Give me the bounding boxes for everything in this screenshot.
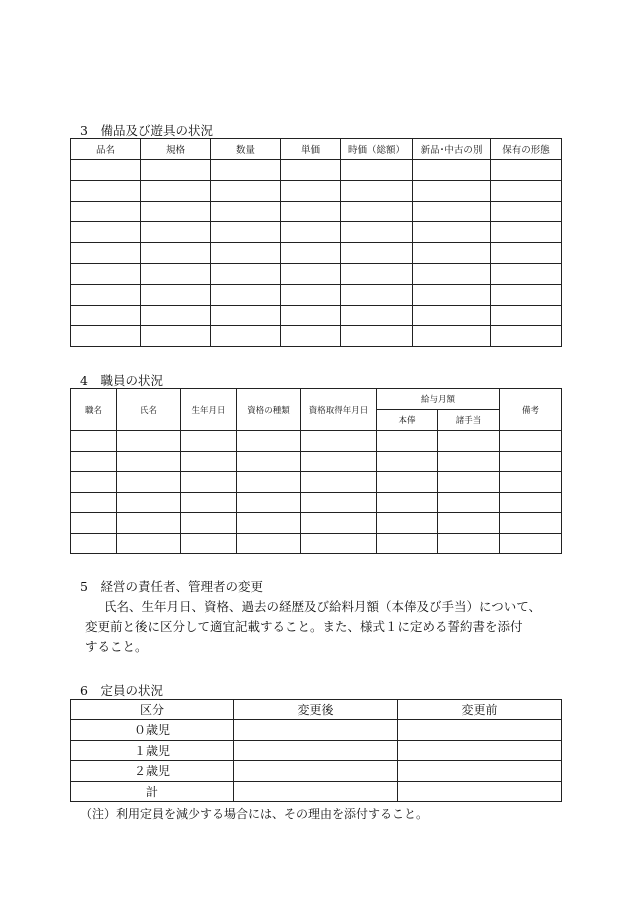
header-biko: 備考 — [500, 389, 562, 431]
table-row — [71, 472, 562, 493]
table-cell[interactable] — [71, 451, 117, 472]
table-cell[interactable] — [71, 513, 117, 534]
equipment-table — [70, 138, 562, 347]
table-cell[interactable] — [237, 492, 301, 513]
table-cell[interactable] — [413, 326, 491, 347]
table-cell[interactable] — [413, 180, 491, 201]
table-cell[interactable] — [71, 263, 141, 284]
table-cell[interactable] — [141, 326, 211, 347]
row-label-2sai: ２歳児 — [71, 761, 234, 782]
table-cell[interactable] — [141, 305, 211, 326]
table-cell[interactable] — [117, 472, 181, 493]
header-henkomae: 変更前 — [398, 700, 562, 720]
table-cell[interactable] — [211, 222, 281, 243]
table-cell[interactable] — [281, 305, 341, 326]
table-cell[interactable] — [211, 243, 281, 264]
table-cell[interactable] — [438, 451, 500, 472]
table-cell[interactable] — [438, 513, 500, 534]
table-row — [71, 740, 562, 761]
table-row — [71, 243, 562, 264]
header-hoyu-keitai: 保有の形態 — [491, 139, 562, 160]
table-cell[interactable] — [71, 180, 141, 201]
table-cell[interactable] — [281, 243, 341, 264]
table-cell[interactable] — [181, 451, 237, 472]
table-cell[interactable] — [491, 263, 562, 284]
table-cell[interactable] — [211, 263, 281, 284]
table-row — [71, 284, 562, 305]
table-cell[interactable] — [281, 326, 341, 347]
table-cell[interactable] — [377, 431, 438, 452]
table-cell[interactable] — [237, 431, 301, 452]
table-row — [71, 513, 562, 534]
table-cell[interactable] — [377, 451, 438, 472]
table-cell[interactable] — [491, 201, 562, 222]
table-row — [71, 781, 562, 802]
table-cell[interactable] — [413, 160, 491, 181]
table-cell[interactable] — [500, 492, 562, 513]
table-cell[interactable] — [117, 513, 181, 534]
header-honpo: 本俸 — [377, 410, 438, 431]
table-cell[interactable] — [237, 451, 301, 472]
row-label-0sai: ０歳児 — [71, 720, 234, 741]
table-cell[interactable] — [117, 431, 181, 452]
header-henkogo: 変更後 — [234, 700, 398, 720]
cell-henkomae[interactable] — [398, 761, 562, 782]
table-cell[interactable] — [71, 284, 141, 305]
table-cell[interactable] — [141, 180, 211, 201]
section-5-line-1: 氏名、生年月日、資格、過去の経歴及び給料月額（本俸及び手当）について、 — [104, 599, 542, 614]
table-cell[interactable] — [500, 451, 562, 472]
table-cell[interactable] — [71, 222, 141, 243]
cell-henkogo[interactable] — [234, 781, 398, 802]
table-cell[interactable] — [301, 533, 377, 554]
table-cell[interactable] — [377, 513, 438, 534]
header-shokumei: 職名 — [71, 389, 117, 431]
row-label-total: 計 — [71, 781, 234, 802]
table-header-row — [71, 700, 562, 720]
table-cell[interactable] — [491, 284, 562, 305]
table-cell[interactable] — [301, 492, 377, 513]
table-cell[interactable] — [237, 533, 301, 554]
table-cell[interactable] — [491, 222, 562, 243]
table-cell[interactable] — [211, 284, 281, 305]
table-cell[interactable] — [181, 472, 237, 493]
table-cell[interactable] — [377, 492, 438, 513]
table-cell[interactable] — [413, 263, 491, 284]
header-shikaku-shutoku: 資格取得年月日 — [301, 389, 377, 431]
header-seinengappi: 生年月日 — [181, 389, 237, 431]
table-cell[interactable] — [341, 201, 413, 222]
table-header-row — [71, 139, 562, 160]
header-kyuyo-getsugaku: 給与月額 — [377, 389, 500, 410]
table-row — [71, 222, 562, 243]
section-3-title: 3 備品及び遊具の状況 — [80, 123, 213, 138]
table-cell[interactable] — [341, 180, 413, 201]
staff-table-body — [71, 431, 562, 554]
table-cell[interactable] — [341, 305, 413, 326]
cell-henkomae[interactable] — [398, 781, 562, 802]
table-cell[interactable] — [71, 305, 141, 326]
table-cell[interactable] — [71, 326, 141, 347]
table-cell[interactable] — [281, 180, 341, 201]
table-cell[interactable] — [413, 243, 491, 264]
header-kikaku: 規格 — [141, 139, 211, 160]
table-cell[interactable] — [491, 180, 562, 201]
header-suryo: 数量 — [211, 139, 281, 160]
table-cell[interactable] — [281, 284, 341, 305]
cell-henkomae[interactable] — [398, 740, 562, 761]
table-cell[interactable] — [301, 472, 377, 493]
section-5-title: 5 経営の責任者、管理者の変更 — [80, 579, 263, 594]
table-cell[interactable] — [181, 492, 237, 513]
table-cell[interactable] — [377, 472, 438, 493]
cell-henkogo[interactable] — [234, 740, 398, 761]
table-cell[interactable] — [491, 305, 562, 326]
table-cell[interactable] — [71, 160, 141, 181]
table-row — [71, 761, 562, 782]
table-cell[interactable] — [377, 533, 438, 554]
table-header-row — [71, 389, 562, 410]
table-cell[interactable] — [438, 431, 500, 452]
table-row — [71, 492, 562, 513]
section-4-title: 4 職員の状況 — [80, 373, 163, 388]
header-kubun: 区分 — [71, 700, 234, 720]
table-cell[interactable] — [117, 492, 181, 513]
table-cell[interactable] — [491, 243, 562, 264]
table-row — [71, 180, 562, 201]
table-row — [71, 451, 562, 472]
cell-henkogo[interactable] — [234, 720, 398, 741]
table-cell[interactable] — [237, 472, 301, 493]
table-cell[interactable] — [341, 243, 413, 264]
table-cell[interactable] — [413, 305, 491, 326]
table-cell[interactable] — [341, 222, 413, 243]
table-cell[interactable] — [500, 533, 562, 554]
table-cell[interactable] — [301, 513, 377, 534]
table-cell[interactable] — [211, 201, 281, 222]
table-cell[interactable] — [341, 284, 413, 305]
table-cell[interactable] — [211, 160, 281, 181]
table-cell[interactable] — [281, 201, 341, 222]
table-cell[interactable] — [281, 222, 341, 243]
table-cell[interactable] — [71, 533, 117, 554]
staff-table — [70, 388, 562, 554]
table-cell[interactable] — [341, 326, 413, 347]
header-shoteate: 諸手当 — [438, 410, 500, 431]
row-label-1sai: １歳児 — [71, 740, 234, 761]
section-6-title: 6 定員の状況 — [80, 683, 163, 698]
table-cell[interactable] — [71, 492, 117, 513]
table-row — [71, 305, 562, 326]
header-shikaku-shurui: 資格の種類 — [237, 389, 301, 431]
header-shimei: 氏名 — [117, 389, 181, 431]
table-cell[interactable] — [281, 160, 341, 181]
table-cell[interactable] — [181, 431, 237, 452]
table-cell[interactable] — [71, 243, 141, 264]
capacity-table — [70, 699, 562, 802]
table-cell[interactable] — [141, 160, 211, 181]
table-row — [71, 263, 562, 284]
section-5-line-2: 変更前と後に区分して適宜記載すること。また、様式１に定める誓約書を添付 — [85, 619, 523, 634]
header-shinpin-chuko: 新品･中古の別 — [413, 139, 491, 160]
table-cell[interactable] — [71, 431, 117, 452]
table-cell[interactable] — [141, 243, 211, 264]
table-cell[interactable] — [141, 201, 211, 222]
table-cell[interactable] — [491, 326, 562, 347]
table-cell[interactable] — [500, 513, 562, 534]
table-cell[interactable] — [301, 431, 377, 452]
table-cell[interactable] — [491, 160, 562, 181]
table-cell[interactable] — [141, 222, 211, 243]
table-cell[interactable] — [438, 533, 500, 554]
table-cell[interactable] — [211, 305, 281, 326]
table-cell[interactable] — [237, 513, 301, 534]
table-row — [71, 201, 562, 222]
table-cell[interactable] — [71, 472, 117, 493]
equipment-table-body — [71, 160, 562, 347]
table-cell[interactable] — [141, 263, 211, 284]
table-row — [71, 720, 562, 741]
header-tanka: 単価 — [281, 139, 341, 160]
section-5-line-3: すること。 — [85, 639, 148, 654]
header-jika: 時価（総額） — [341, 139, 413, 160]
table-cell[interactable] — [500, 472, 562, 493]
table-cell[interactable] — [438, 492, 500, 513]
table-cell[interactable] — [117, 533, 181, 554]
table-cell[interactable] — [500, 431, 562, 452]
table-cell[interactable] — [341, 263, 413, 284]
table-cell[interactable] — [413, 284, 491, 305]
cell-henkomae[interactable] — [398, 720, 562, 741]
table-row — [71, 160, 562, 181]
table-cell[interactable] — [341, 160, 413, 181]
table-cell[interactable] — [438, 472, 500, 493]
table-cell[interactable] — [413, 201, 491, 222]
table-cell[interactable] — [71, 201, 141, 222]
header-hinmei: 品名 — [71, 139, 141, 160]
table-cell[interactable] — [211, 326, 281, 347]
table-cell[interactable] — [181, 513, 237, 534]
table-cell[interactable] — [117, 451, 181, 472]
section-6-note: （注）利用定員を減少する場合には、その理由を添付すること。 — [80, 807, 429, 821]
table-cell[interactable] — [181, 533, 237, 554]
table-row — [71, 326, 562, 347]
table-cell[interactable] — [211, 180, 281, 201]
table-cell[interactable] — [413, 222, 491, 243]
table-row — [71, 431, 562, 452]
table-cell[interactable] — [141, 284, 211, 305]
table-cell[interactable] — [301, 451, 377, 472]
table-row — [71, 533, 562, 554]
table-cell[interactable] — [281, 263, 341, 284]
cell-henkogo[interactable] — [234, 761, 398, 782]
